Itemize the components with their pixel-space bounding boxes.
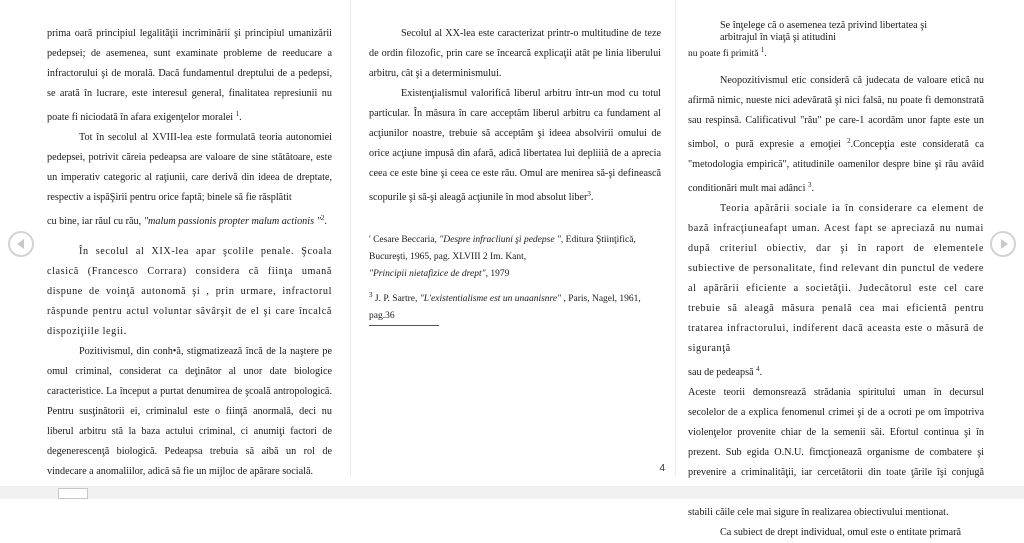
previous-page-button[interactable] <box>8 231 34 257</box>
footnote-ref[interactable]: 4 <box>756 365 760 373</box>
footnote-ref[interactable]: 3 <box>807 181 812 189</box>
paragraph: Neopozitivismul etic consideră că judecata de valoare etică nu afirmă nimic, nueste nici adevărată şi nici falsă, nu poate fi demonstrată sau respinsă. Calificativul "rău" pe care-1 acordăm unor fapte este un simbol, o pură expresie a emoţiei $^2$.Concepţia este considerată ca "metodologia empirică", atitudinile oamenilor despre bine şi rău avâid conditionări mult mai adânci $^3$. <box>688 75 984 194</box>
block-quote-line: arbitrajul în viaţă şi atitudini <box>720 32 836 43</box>
page-left-text <box>47 24 332 482</box>
paragraph: În secolul al XIX-lea apar şcolile penale. Şcoala clasică (Francesco Corrara) considera că fiinţa umană dispune de voinţă autonomă şi , prin urmare, infractorul răspunde pentru actul voluntar săvârşit de el şi care încalcă dispoziţiile legii. <box>47 246 332 337</box>
bottom-toolbar <box>0 486 1024 499</box>
paragraph: Teoria apărării sociale ia în considerare ca element de bază infracţiuneafapt uman. Acest fapt se apreciază nu numai după criteriul obiectiv, dar şi în raport de elementele subiective de personalitate, find relevant din punctul de vedere al apărării eficiente a societăţii. Judecătorul este cel care trebuie să aleagă măsura penală cea mai eficientă pentru tratarea infractorului, indiferent dacă aceasta este o măsură de siguranţă <box>688 203 984 354</box>
footnote-ref[interactable]: 2 <box>847 137 851 145</box>
page-right <box>676 0 1024 538</box>
footnote-3: $^3$ J. P. Sartre, "L'existentialisme est un unaanisnre" , Paris, Nagel, 1961, pag.36 <box>369 287 661 327</box>
paragraph: cu bine, iar răul cu rău, "malum passionis propter malum actionis "$^2$. <box>47 214 327 227</box>
page-left <box>0 0 350 486</box>
page-right-text <box>688 20 984 543</box>
next-page-button[interactable] <box>990 231 1016 257</box>
page-middle-text <box>369 24 661 327</box>
block-quote-line: Se înţelege că o asemenea teză privind libertatea şi <box>720 20 928 31</box>
chevron-right-icon <box>1001 239 1008 249</box>
paragraph: Secolul al XX-lea este caracterizat printr-o multitudine de teze de ordin filozofic, prin care se încearcă explicaţii atât pe linia liberului arbitru, cât şi a determinismului. <box>369 28 661 79</box>
paragraph: Ca subiect de drept individual, omul este o entitate primară <box>720 527 962 538</box>
paragraph: Aceste teorii demonsrează strădania spiritului uman în decursul secolelor de a explica fenomenul crimei şi de a ocroti pe om împotriva violenţelor provenite chiar de la semenii săi. Efortul continua şi în prezent. Sub egida O.N.U. fimcţionează organisme de combatere şi prevenire a criminalităţii, iar cercetătorii din toate ţările îşi conjugă stabili căile cele mai sigure în realizarea obiectivului mentionat. <box>688 387 984 518</box>
paragraph: Existenţialismul valorifică liberul arbitru într-un mod cu totul particular. În măsura în care acceptăm liberul arbitru ca fundament al acţiunilor noastre, trebuie să acceptăm şi ideea absolvirii omului de orice acţiune impusă din afară, adică libertatea lui depliiiă de a aprecia ceea ce este bine şi ceea ce este rău. Omul are menirea să-şi definească scopurile şi să-şi aleagă acţiunile în mod absolut liber$^3$. <box>369 88 661 203</box>
paragraph: Pozitivismul, din conh•ă, stigmatizează încă de la naştere pe omul criminal, considerat ca deţinător al unor date biologice caracteristice. La început a purtat denumirea de şcoală antropologică. Pentru susţinătorii ei, criminalul este o fiinţă anormală, deci nu liberul arbitru stă la baza actului criminal, ci anumiţi factori de degenerescenţă biologică. Pedeapsa trebuia să aibă un rol de vindecare a anomaliilor, adică să fie un mijloc de apărare socială. <box>47 346 332 477</box>
footnote-ref[interactable]: 1 <box>235 110 240 118</box>
footnotes <box>369 232 661 327</box>
chevron-left-icon <box>17 239 24 249</box>
footnote-ref[interactable]: 2 <box>320 214 325 222</box>
footnote-ref[interactable]: 1 <box>760 46 765 54</box>
footnote-1: ' Cesare Beccaria, "Despre infracliuni şi pedepse ", Editura Ştiinţifică, Bucureşti, 1965, pag. XLVIII 2 Im. Kant, "Principii nietafizice de drept", 1979 <box>369 235 636 279</box>
footnote-ref[interactable]: 3 <box>587 190 591 198</box>
paragraph: Tot în secolul al XVIII-lea este formulată teoria autonomiei pedepsei, potrivit căreia pedeapsa are valoare de sine stătătoare, este un imperativ categoric al raţiunii, care derivă din ideea de dreptate, respectiv a ispăŞirii pentru orice faptă; binele să fie răsplătit <box>47 132 332 203</box>
page-number: 4 <box>659 463 665 474</box>
block-quote-line: nu poate fi primită $^1$. <box>688 46 767 59</box>
footnote-underline: pag.36 <box>369 308 439 326</box>
paragraph: sau de pedeapsă $^4$. <box>688 365 763 378</box>
latin-quote: "malum passionis propter malum actionis " <box>143 216 321 227</box>
paragraph: prima oară principiul legalităţii incriminării şi principiul umanizării pedepsei; de asemenea, sunt examinate probleme de reeducare a infractorului şi de morală. Dacă fundamentul dreptului de a pedepsi, se arată în lucrare, este interesul general, finalitatea represiunii nu poate fi niciodată în afara exigenţelor moralei $^1$. <box>47 28 332 123</box>
page-indicator-box[interactable] <box>58 488 88 499</box>
page-middle <box>350 0 676 476</box>
